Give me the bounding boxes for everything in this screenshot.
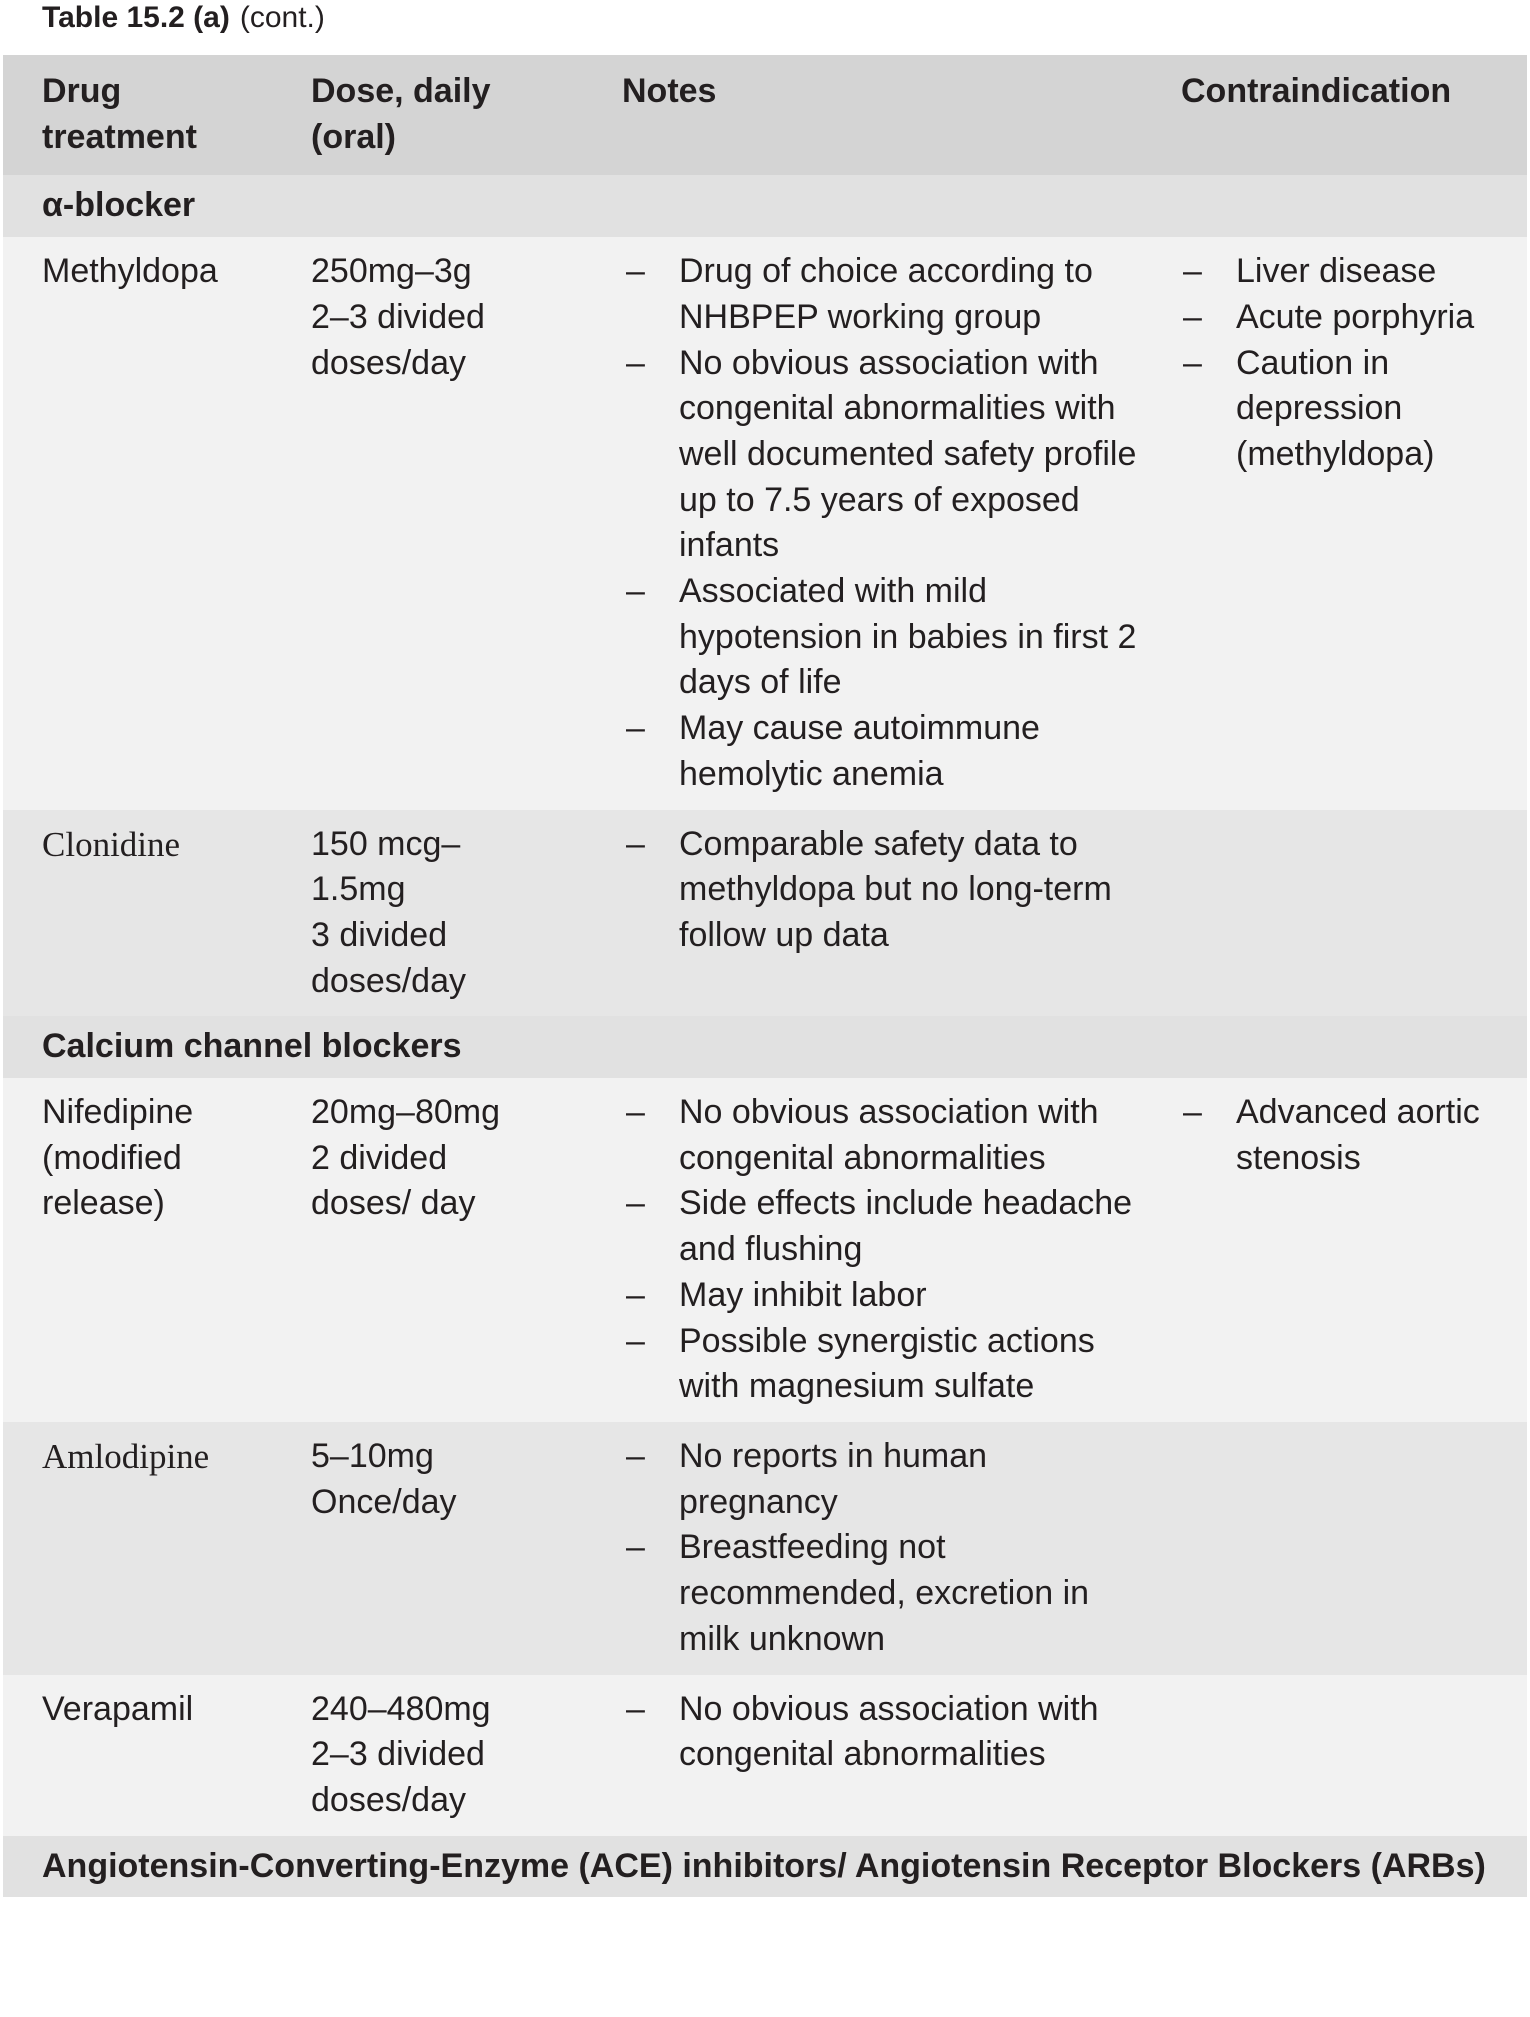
notes-cell [617,1422,1150,1675]
drug-name: Verapamil [3,1675,311,1836]
contraindication-cell [1150,237,1527,809]
dose-cell: 150 mcg– 1.5mg 3 divided doses/day [311,810,617,1017]
section-row-calcium-channel-blockers: Calcium channel blockers [3,1016,1527,1078]
contraindication-cell [1150,810,1527,1017]
note-item: – Associated with mild hypotension in babies in first 2 days of life [622,569,1140,706]
table-row-verapamil [3,1675,1527,1836]
note-item: – Comparable safety data to methyldopa but no long-term follow up data [622,822,1140,959]
note-item: – Side effects include headache and flushing [622,1181,1140,1272]
table-title: Table 15.2 (a) [42,1,230,34]
note-item: – Drug of choice according to NHBPEP working group [622,249,1140,340]
note-item: – Possible synergistic actions with magnesium sulfate [622,1319,1140,1410]
note-item: – Breastfeeding not recommended, excretion in milk unknown [622,1525,1140,1662]
note-item: – No reports in human pregnancy [622,1434,1140,1525]
table-caption [42,0,325,36]
header-dose: Dose, daily (oral) [311,55,617,175]
section-row-alpha-blocker: α-blocker [3,175,1527,237]
header-contraindication: Contraindication [1150,55,1527,175]
contraindication-item: – Liver disease [1179,249,1527,295]
dose-cell: 20mg–80mg 2 divided doses/ day [311,1078,617,1422]
section-row-ace-arb: Angiotensin-Converting-Enzyme (ACE) inhibitors/ Angiotensin Receptor Blockers (ARBs) [3,1836,1527,1898]
table-row-amlodipine [3,1422,1527,1675]
drug-name: Methyldopa [3,237,311,809]
notes-cell [617,810,1150,1017]
note-item: – No obvious association with congenital abnormalities with well documented safety profile up to 7.5 years of exposed infants [622,341,1140,570]
table-row-nifedipine [3,1078,1527,1422]
table-row-methyldopa [3,237,1527,809]
header-notes: Notes [617,55,1150,175]
dose-cell: 240–480mg 2–3 divided doses/day [311,1675,617,1836]
drug-name: Clonidine [3,810,311,1017]
notes-cell [617,1078,1150,1422]
note-item: – No obvious association with congenital abnormalities [622,1687,1140,1778]
contraindication-item: – Acute porphyria [1179,295,1527,341]
notes-cell [617,237,1150,809]
contraindication-item: – Caution in depression (methyldopa) [1179,341,1527,478]
contraindication-cell [1150,1078,1527,1422]
drug-name: Nifedipine (modified release) [3,1078,311,1422]
table-caption-suffix: (cont.) [239,1,325,34]
note-item: – No obvious association with congenital abnormalities [622,1090,1140,1181]
dose-cell: 250mg–3g 2–3 divided doses/day [311,237,617,809]
table-row-clonidine [3,810,1527,1017]
note-item: – May cause autoimmune hemolytic anemia [622,706,1140,797]
header-row [3,55,1527,175]
drug-name: Amlodipine [3,1422,311,1675]
contraindication-cell [1150,1675,1527,1836]
dose-cell: 5–10mg Once/day [311,1422,617,1675]
contraindication-item: – Advanced aortic stenosis [1179,1090,1527,1181]
notes-cell [617,1675,1150,1836]
header-drug-treatment: Drug treatment [3,55,311,175]
contraindication-cell [1150,1422,1527,1675]
note-item: – May inhibit labor [622,1273,1140,1319]
drug-treatment-table [3,55,1527,1897]
